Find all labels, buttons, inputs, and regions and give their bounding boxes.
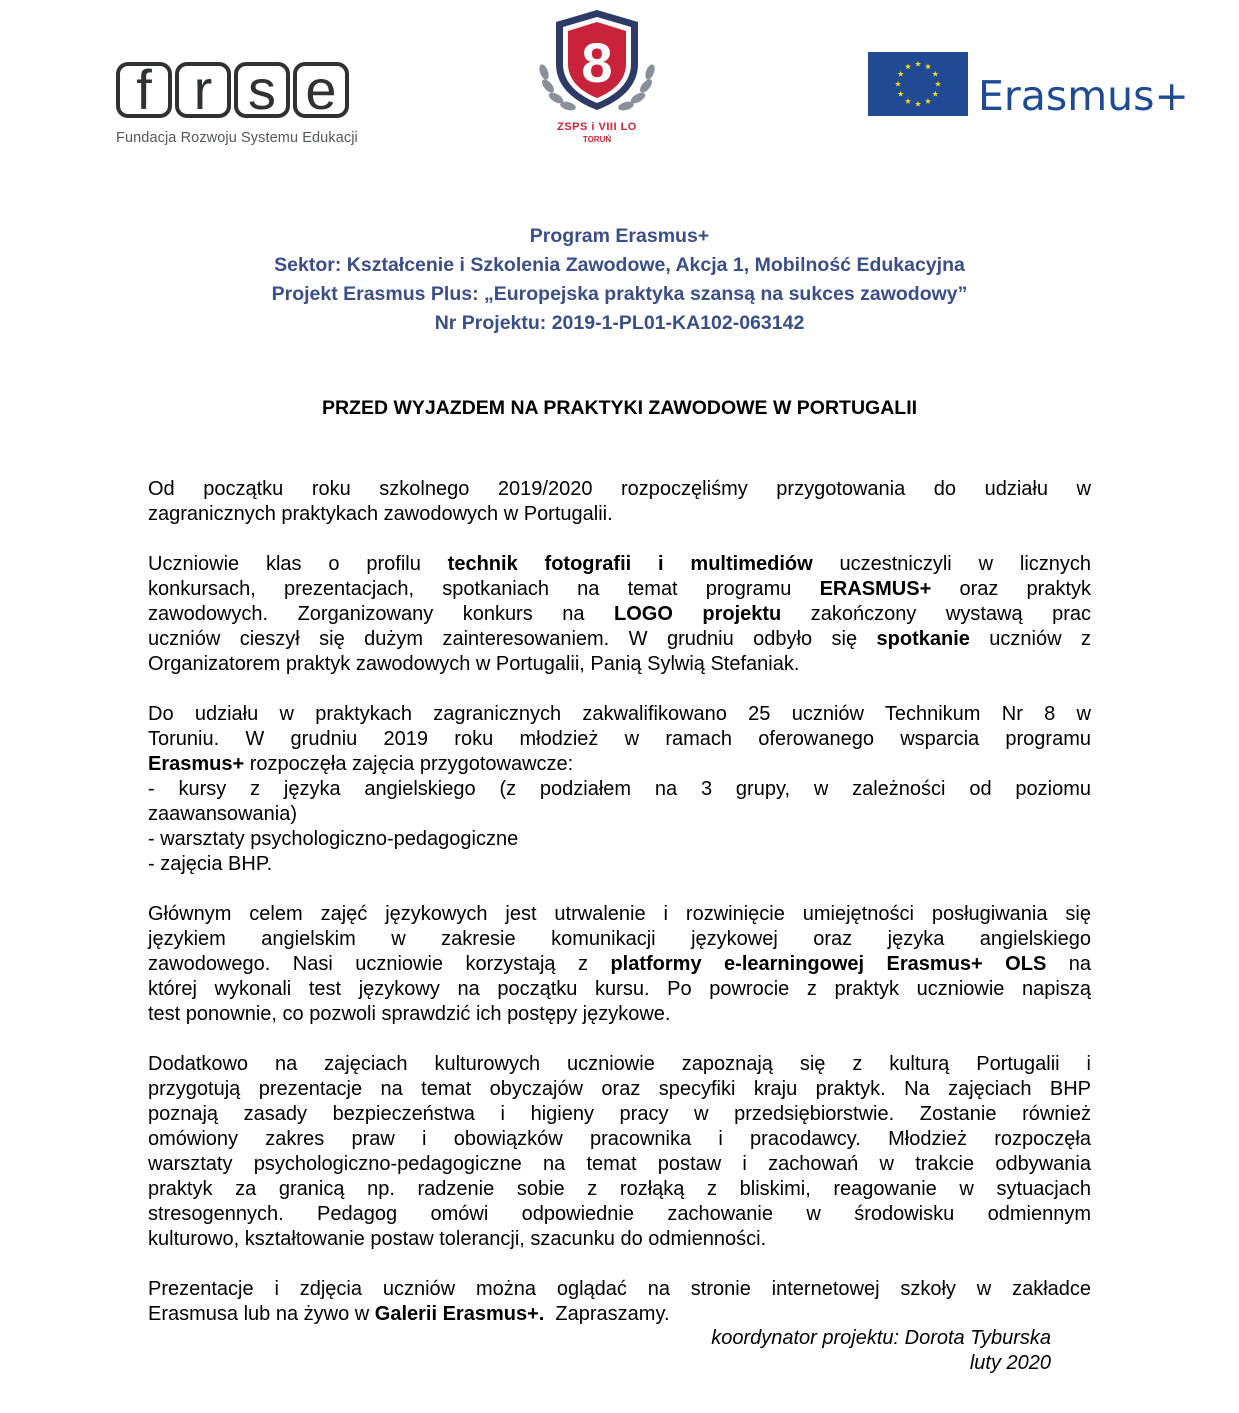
paragraph-line: stresogennych. Pedagog omówi odpowiednie zachowanie w środowisku odmiennym <box>148 1203 1091 1225</box>
frse-letter-s: s <box>234 62 290 118</box>
list-item: - warsztaty psychologiczno-pedagogiczne <box>148 828 519 850</box>
school-shield-icon <box>528 2 666 122</box>
bold-logo: LOGO projektu <box>613 603 782 625</box>
paragraph-culture <box>148 1052 1091 1252</box>
signature-coordinator: koordynator projektu: Dorota Tyburska <box>711 1327 1051 1349</box>
page-title: PRZED WYJAZDEM NA PRAKTYKI ZAWODOWE W PORTUGALII <box>321 397 918 419</box>
bold-meeting: spotkanie <box>876 628 970 650</box>
paragraph-line: zaawansowania) <box>148 803 297 825</box>
bold-gallery: Galerii Erasmus+. <box>374 1303 545 1325</box>
paragraph-line: konkursach, prezentacjach, spotkaniach na temat programu ERASMUS+ oraz praktyk <box>148 578 1092 600</box>
school-city: TORUŃ <box>582 135 612 144</box>
paragraph-line: omówiony zakres praw i obowiązków pracownika i pracodawcy. Młodzież rozpoczęła <box>148 1128 1091 1150</box>
bold-ols: platformy e-learningowej Erasmus+ OLS <box>610 953 1047 975</box>
program-name: Program Erasmus+ <box>529 225 710 247</box>
paragraph-line: Erasmusa lub na żywo w Galerii Erasmus+. Zapraszamy. <box>148 1303 670 1325</box>
paragraph-line: Od początku roku szkolnego 2019/2020 rozpoczęliśmy przygotowania do udziału w <box>148 478 1091 500</box>
paragraph-line: językiem angielskim w zakresie komunikacji językowej oraz języka angielskiego <box>148 928 1091 950</box>
school-caption: ZSPS i VIII LO <box>557 121 637 133</box>
paragraph-line: zawodowych. Zorganizowany konkurs na LOGO projektu zakończony wystawą prac <box>148 603 1092 625</box>
frse-letter-e: e <box>293 62 349 118</box>
list-item: - kursy z języka angielskiego (z podziałem na 3 grupy, w zależności od poziomu <box>148 778 1091 800</box>
paragraph-line: Dodatkowo na zajęciach kulturowych uczniowie zapoznają się z kulturą Portugalii i <box>148 1053 1091 1075</box>
paragraph-line: praktyk za granicą np. radzenie sobie z rozłąką z bliskimi, reagowanie w sytuacjach <box>148 1178 1091 1200</box>
paragraph-line: Prezentacje i zdjęcia uczniów można oglądać na stronie internetowej szkoły w zakładce <box>148 1278 1091 1300</box>
paragraph-line: Organizatorem praktyk zawodowych w Portugalii, Panią Sylwią Stefaniak. <box>148 653 800 675</box>
paragraph-line: uczniów cieszył się dużym zainteresowaniem. W grudniu odbyło się spotkanie uczniów z <box>148 628 1092 650</box>
paragraph-line: zagranicznych praktykach zawodowych w Portugalii. <box>148 503 613 525</box>
school-logo <box>528 2 666 148</box>
paragraph-gallery <box>148 1277 1091 1327</box>
paragraph-line: której wykonali test językowy na początku kursu. Po powrocie z praktyk uczniowie napiszą <box>148 978 1091 1000</box>
paragraph-line: kulturowo, kształtowanie postaw tolerancji, szacunku do odmienności. <box>148 1228 767 1250</box>
frse-caption: Fundacja Rozwoju Systemu Edukacji <box>116 130 358 146</box>
bold-erasmus: ERASMUS+ <box>819 578 932 600</box>
paragraph-line: poznają zasady bezpieczeństwa i higieny pracy w przedsiębiorstwie. Zostanie również <box>148 1103 1091 1125</box>
bold-profile: technik fotografii i multimediów <box>447 553 813 575</box>
paragraph-line: warsztaty psychologiczno-pedagogiczne na temat postaw i zachowań w trakcie odbywania <box>148 1153 1091 1175</box>
paragraph-intro <box>148 477 1091 527</box>
paragraph-line: przygotują prezentacje na temat obyczajów oraz specyfiki kraju praktyk. Na zajęciach BHP <box>148 1078 1091 1100</box>
frse-letter-f: f <box>116 62 172 118</box>
paragraph-line: Do udziału w praktykach zagranicznych zakwalifikowano 25 uczniów Technikum Nr 8 w <box>148 703 1091 725</box>
paragraph-line: zawodowego. Nasi uczniowie korzystają z platformy e-learningowej Erasmus+ OLS na <box>148 953 1092 975</box>
eu-flag-icon <box>868 52 968 116</box>
sector-line: Sektor: Kształcenie i Szkolenia Zawodowe, Akcja 1, Mobilność Edukacyjna <box>274 254 965 276</box>
school-number: 8 <box>581 31 613 94</box>
paragraph-line: Toruniu. W grudniu 2019 roku młodzież w ramach oferowanego wsparcia programu <box>148 728 1091 750</box>
paragraph-activities <box>148 552 1091 677</box>
frse-letter-r: r <box>175 62 231 118</box>
project-number: Nr Projektu: 2019-1-PL01-KA102-063142 <box>434 312 805 334</box>
project-line: Projekt Erasmus Plus: „Europejska praktyka szansą na sukces zawodowy” <box>271 283 968 305</box>
erasmus-wordmark: Erasmus+ <box>978 72 1189 120</box>
list-item: - zajęcia BHP. <box>148 853 273 875</box>
paragraph-language <box>148 902 1091 1027</box>
paragraph-line: Erasmus+ rozpoczęła zajęcia przygotowawcze: <box>148 753 574 775</box>
paragraph-line: test ponownie, co pozwoli sprawdzić ich postępy językowe. <box>148 1003 671 1025</box>
paragraph-line: Uczniowie klas o profilu technik fotografii i multimediów uczestniczyli w licznych <box>148 553 1092 575</box>
frse-logo <box>112 58 364 152</box>
bold-erasmus-plus: Erasmus+ <box>148 753 245 775</box>
paragraph-line: Głównym celem zajęć językowych jest utrwalenie i rozwinięcie umiejętności posługiwania się <box>148 903 1091 925</box>
paragraph-qualification <box>148 702 1091 877</box>
signature-date: luty 2020 <box>969 1352 1051 1374</box>
